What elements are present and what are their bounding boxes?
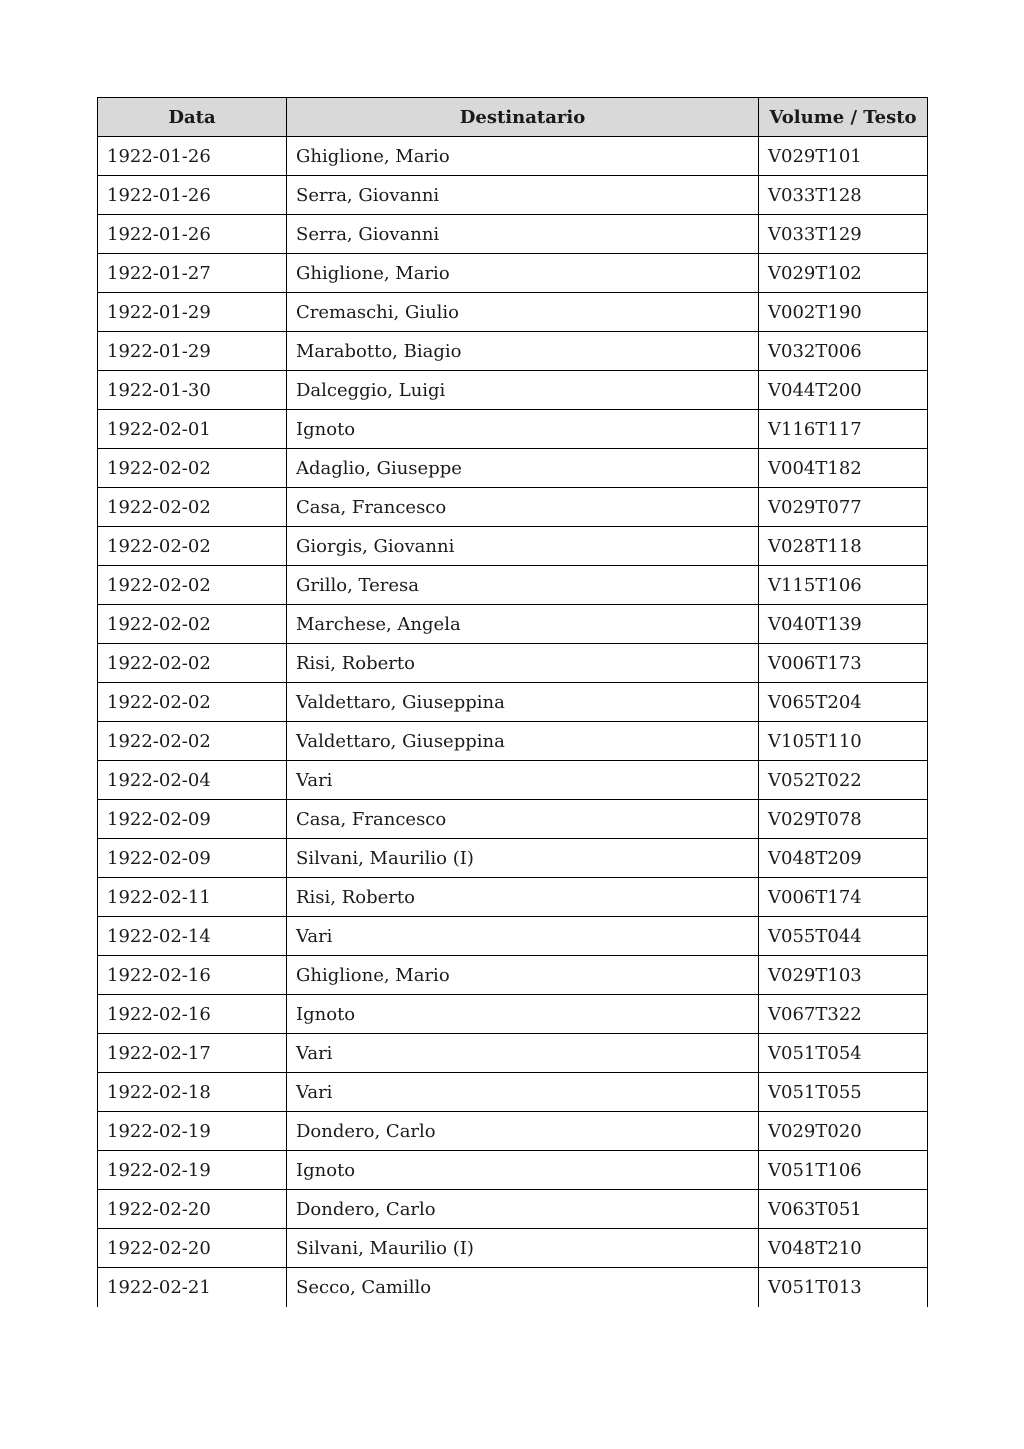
- cell-recipient: Serra, Giovanni: [287, 176, 759, 215]
- cell-date: 1922-02-20: [98, 1190, 287, 1229]
- cell-recipient: Adaglio, Giuseppe: [287, 449, 759, 488]
- letters-table: [97, 97, 928, 1307]
- table-row: [98, 449, 928, 488]
- table-row: [98, 722, 928, 761]
- cell-volume-text: V048T210: [759, 1229, 928, 1268]
- table-row: [98, 137, 928, 176]
- cell-recipient: Dondero, Carlo: [287, 1112, 759, 1151]
- cell-recipient: Ignoto: [287, 1151, 759, 1190]
- table-row: [98, 1190, 928, 1229]
- cell-date: 1922-01-29: [98, 332, 287, 371]
- cell-recipient: Dalceggio, Luigi: [287, 371, 759, 410]
- table-row: [98, 683, 928, 722]
- cell-recipient: Ignoto: [287, 410, 759, 449]
- table-row: [98, 839, 928, 878]
- cell-date: 1922-02-17: [98, 1034, 287, 1073]
- cell-volume-text: V006T173: [759, 644, 928, 683]
- cell-date: 1922-01-30: [98, 371, 287, 410]
- cell-date: 1922-02-16: [98, 956, 287, 995]
- cell-recipient: Vari: [287, 1034, 759, 1073]
- cell-date: 1922-01-26: [98, 215, 287, 254]
- cell-volume-text: V040T139: [759, 605, 928, 644]
- cell-volume-text: V029T103: [759, 956, 928, 995]
- cell-recipient: Ghiglione, Mario: [287, 254, 759, 293]
- table-row: [98, 566, 928, 605]
- cell-recipient: Ghiglione, Mario: [287, 137, 759, 176]
- cell-date: 1922-02-01: [98, 410, 287, 449]
- cell-volume-text: V029T077: [759, 488, 928, 527]
- cell-date: 1922-02-02: [98, 722, 287, 761]
- cell-recipient: Vari: [287, 1073, 759, 1112]
- table-row: [98, 254, 928, 293]
- cell-recipient: Casa, Francesco: [287, 488, 759, 527]
- cell-volume-text: V051T106: [759, 1151, 928, 1190]
- cell-date: 1922-02-02: [98, 605, 287, 644]
- cell-date: 1922-02-02: [98, 566, 287, 605]
- cell-date: 1922-01-26: [98, 176, 287, 215]
- table-row: [98, 371, 928, 410]
- cell-date: 1922-02-04: [98, 761, 287, 800]
- cell-volume-text: V051T013: [759, 1268, 928, 1307]
- column-header-recipient: Destinatario: [287, 98, 759, 137]
- table-row: [98, 410, 928, 449]
- header-row: [98, 98, 928, 137]
- cell-volume-text: V105T110: [759, 722, 928, 761]
- cell-recipient: Silvani, Maurilio (I): [287, 839, 759, 878]
- cell-recipient: Valdettaro, Giuseppina: [287, 683, 759, 722]
- cell-volume-text: V033T128: [759, 176, 928, 215]
- cell-recipient: Marabotto, Biagio: [287, 332, 759, 371]
- cell-date: 1922-02-14: [98, 917, 287, 956]
- cell-date: 1922-02-11: [98, 878, 287, 917]
- cell-date: 1922-02-02: [98, 527, 287, 566]
- table-row: [98, 1268, 928, 1307]
- cell-volume-text: V033T129: [759, 215, 928, 254]
- cell-volume-text: V004T182: [759, 449, 928, 488]
- cell-recipient: Risi, Roberto: [287, 644, 759, 683]
- cell-volume-text: V028T118: [759, 527, 928, 566]
- column-header-volume-text: Volume / Testo: [759, 98, 928, 137]
- cell-recipient: Cremaschi, Giulio: [287, 293, 759, 332]
- cell-volume-text: V048T209: [759, 839, 928, 878]
- cell-volume-text: V067T322: [759, 995, 928, 1034]
- cell-volume-text: V029T101: [759, 137, 928, 176]
- table-row: [98, 1073, 928, 1112]
- cell-volume-text: V051T055: [759, 1073, 928, 1112]
- cell-volume-text: V002T190: [759, 293, 928, 332]
- cell-recipient: Vari: [287, 917, 759, 956]
- cell-volume-text: V055T044: [759, 917, 928, 956]
- table-row: [98, 1229, 928, 1268]
- cell-recipient: Grillo, Teresa: [287, 566, 759, 605]
- cell-recipient: Vari: [287, 761, 759, 800]
- cell-date: 1922-02-19: [98, 1151, 287, 1190]
- table-row: [98, 644, 928, 683]
- cell-date: 1922-02-02: [98, 449, 287, 488]
- cell-volume-text: V116T117: [759, 410, 928, 449]
- table-row: [98, 956, 928, 995]
- cell-date: 1922-02-21: [98, 1268, 287, 1307]
- cell-recipient: Serra, Giovanni: [287, 215, 759, 254]
- cell-date: 1922-02-09: [98, 800, 287, 839]
- table-row: [98, 878, 928, 917]
- cell-volume-text: V029T102: [759, 254, 928, 293]
- table-row: [98, 1151, 928, 1190]
- cell-volume-text: V006T174: [759, 878, 928, 917]
- table-row: [98, 332, 928, 371]
- table-body: [98, 137, 928, 1307]
- cell-recipient: Ignoto: [287, 995, 759, 1034]
- cell-recipient: Silvani, Maurilio (I): [287, 1229, 759, 1268]
- cell-volume-text: V044T200: [759, 371, 928, 410]
- table-row: [98, 1112, 928, 1151]
- table-row: [98, 800, 928, 839]
- cell-recipient: Risi, Roberto: [287, 878, 759, 917]
- table-row: [98, 176, 928, 215]
- table-row: [98, 761, 928, 800]
- cell-date: 1922-02-20: [98, 1229, 287, 1268]
- cell-recipient: Ghiglione, Mario: [287, 956, 759, 995]
- cell-date: 1922-02-02: [98, 644, 287, 683]
- table-row: [98, 527, 928, 566]
- cell-volume-text: V063T051: [759, 1190, 928, 1229]
- cell-volume-text: V052T022: [759, 761, 928, 800]
- table-row: [98, 488, 928, 527]
- table-row: [98, 215, 928, 254]
- cell-volume-text: V051T054: [759, 1034, 928, 1073]
- cell-volume-text: V029T020: [759, 1112, 928, 1151]
- table-row: [98, 1034, 928, 1073]
- column-header-date: Data: [98, 98, 287, 137]
- table-header: [98, 98, 928, 137]
- cell-date: 1922-02-09: [98, 839, 287, 878]
- cell-recipient: Secco, Camillo: [287, 1268, 759, 1307]
- cell-recipient: Casa, Francesco: [287, 800, 759, 839]
- cell-recipient: Marchese, Angela: [287, 605, 759, 644]
- cell-date: 1922-02-02: [98, 683, 287, 722]
- table-row: [98, 917, 928, 956]
- table-row: [98, 293, 928, 332]
- cell-recipient: Valdettaro, Giuseppina: [287, 722, 759, 761]
- cell-volume-text: V032T006: [759, 332, 928, 371]
- cell-date: 1922-01-26: [98, 137, 287, 176]
- cell-date: 1922-02-19: [98, 1112, 287, 1151]
- cell-recipient: Giorgis, Giovanni: [287, 527, 759, 566]
- cell-date: 1922-02-16: [98, 995, 287, 1034]
- cell-volume-text: V029T078: [759, 800, 928, 839]
- cell-date: 1922-02-02: [98, 488, 287, 527]
- cell-date: 1922-02-18: [98, 1073, 287, 1112]
- cell-volume-text: V065T204: [759, 683, 928, 722]
- cell-date: 1922-01-27: [98, 254, 287, 293]
- table-row: [98, 995, 928, 1034]
- cell-recipient: Dondero, Carlo: [287, 1190, 759, 1229]
- cell-volume-text: V115T106: [759, 566, 928, 605]
- table-row: [98, 605, 928, 644]
- cell-date: 1922-01-29: [98, 293, 287, 332]
